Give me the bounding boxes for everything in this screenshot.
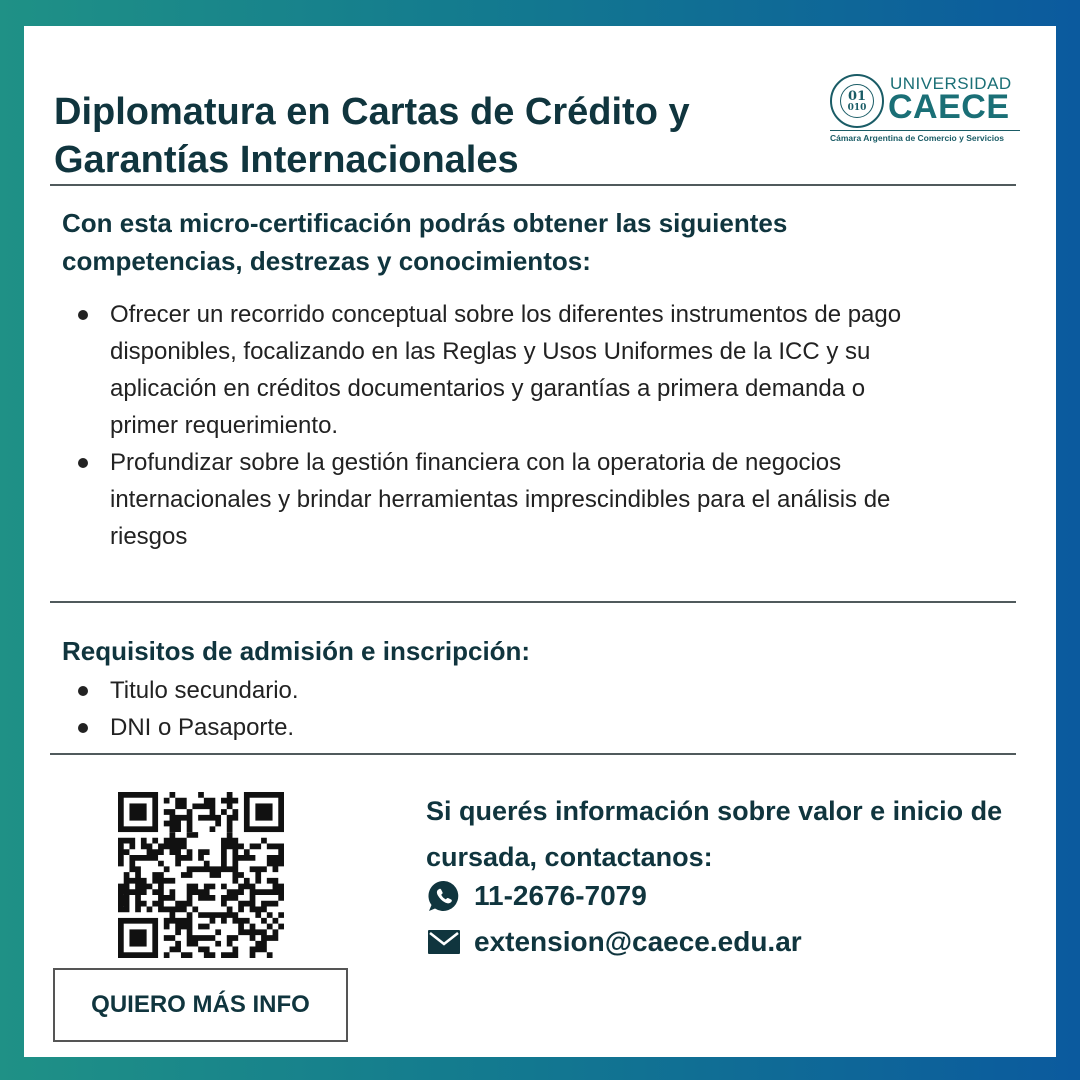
phone-contact[interactable] (426, 878, 647, 914)
whatsapp-icon (426, 878, 462, 914)
university-seal-icon: 01 010 (830, 74, 884, 128)
caece-logo (830, 72, 1020, 146)
more-info-button[interactable]: QUIERO MÁS INFO (53, 968, 348, 1042)
divider (50, 184, 1016, 186)
list-item: Ofrecer un recorrido conceptual sobre los diferentes instrumentos de pago disponibles, focalizando en las Reglas y Usos Uniformes de la ICC y su aplicación en créditos documentarios y garantías a primera demanda o primer requerimiento. (74, 296, 924, 444)
contact-prompt: Si querés información sobre valor e inicio de cursada, contactanos: (426, 796, 1003, 872)
phone-number: 11-2676-7079 (474, 880, 647, 911)
competencias-heading: Con esta micro-certificación podrás obtener las siguientes competencias, destrezas y conocimientos: (62, 208, 788, 276)
list-item: Profundizar sobre la gestión financiera con la operatoria de negocios internacionales y brindar herramientas imprescindibles para el análisis de riesgos (74, 444, 924, 555)
email-contact[interactable] (426, 924, 802, 960)
logo-university-label: UNIVERSIDAD (890, 74, 1012, 93)
list-item: Titulo secundario. (74, 672, 674, 709)
envelope-icon (426, 924, 462, 960)
divider (50, 601, 1016, 603)
divider (50, 753, 1016, 755)
email-address: extension@caece.edu.ar (474, 926, 802, 957)
qr-code[interactable] (118, 792, 284, 958)
logo-subtitle: Cámara Argentina de Comercio y Servicios (830, 130, 1020, 143)
list-item: DNI o Pasaporte. (74, 709, 674, 746)
logo-caece-label: CAECE (888, 88, 1010, 126)
requisitos-heading: Requisitos de admisión e inscripción: (62, 636, 531, 666)
content-card (24, 26, 1056, 1057)
competencias-list (74, 296, 924, 555)
requisitos-list (74, 672, 674, 746)
page-title: Diplomatura en Cartas de Crédito y Garantías Internacionales (54, 91, 690, 181)
